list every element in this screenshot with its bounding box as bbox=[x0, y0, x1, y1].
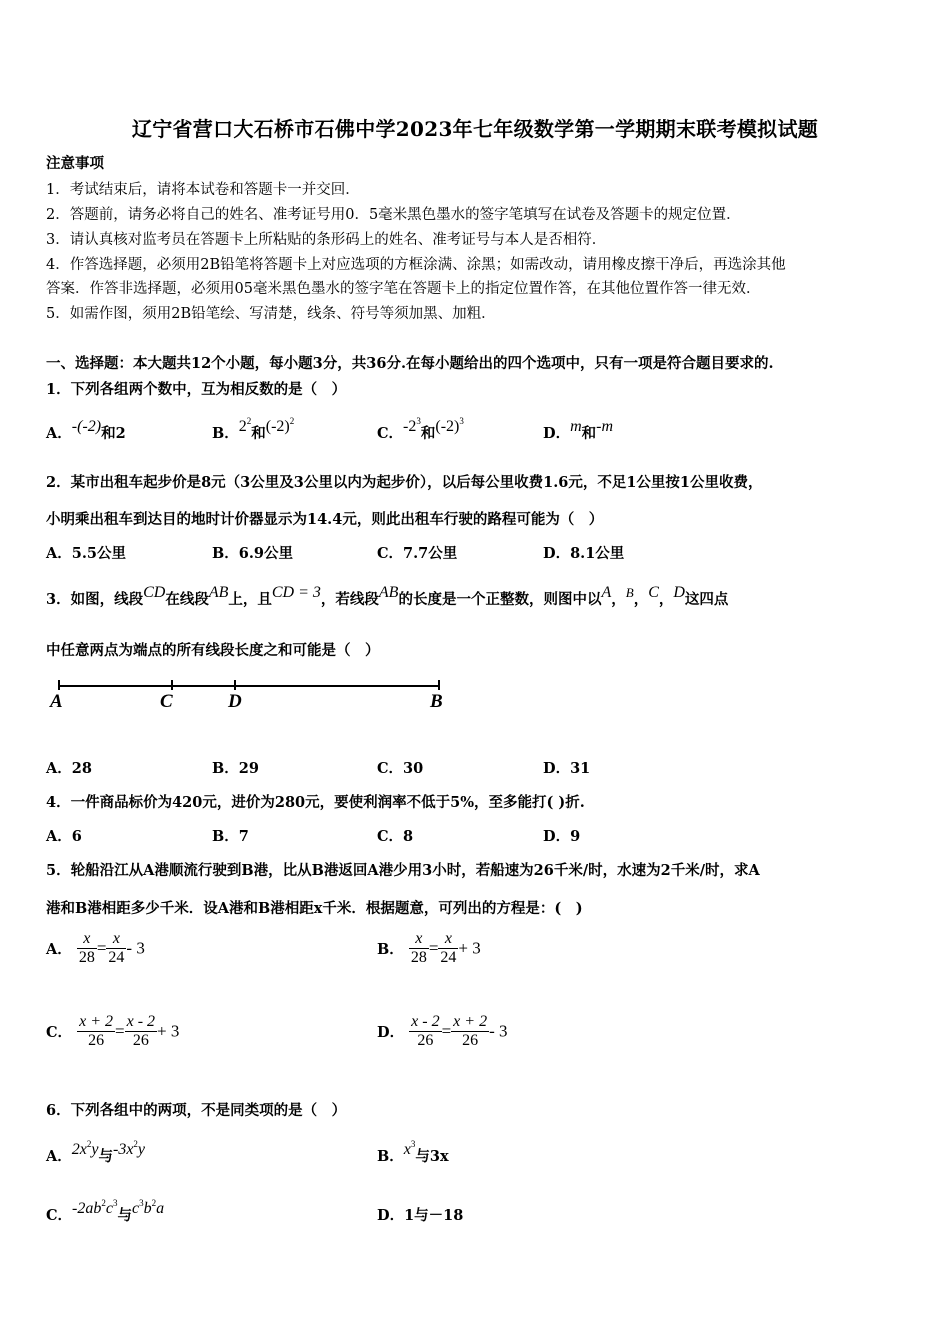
point-label-b: B bbox=[430, 691, 443, 712]
q4-option-c: C．8 bbox=[377, 828, 414, 845]
q2-option-d: D．8.1公里 bbox=[543, 545, 625, 562]
segment-ab bbox=[58, 685, 440, 687]
q5-option-c: C． $\frac{x + 2}{26}$ = $\frac{x - 2}{26}$ + 3 bbox=[46, 1013, 180, 1049]
q4-option-b: B．7 bbox=[212, 828, 249, 845]
question-5-line-1: 5．轮船沿江从A港顺流行驶到B港，比从B港返回A港少用3小时，若船速为26千米/时，水速为2千米/时，求A bbox=[46, 862, 760, 879]
question-1-stem: 1．下列各组两个数中，互为相反数的是（ ） bbox=[46, 381, 347, 398]
tick-a bbox=[58, 680, 60, 690]
q3-option-c: C．30 bbox=[377, 760, 424, 777]
notice-item: 答案．作答非选择题，必须用05毫米黑色墨水的签字笔在答题卡上的指定位置作答，在其他位置作答一律无效． bbox=[46, 281, 761, 297]
q6-option-d: D．1与－18 bbox=[377, 1207, 464, 1224]
notice-heading: 注意事项 bbox=[46, 155, 104, 172]
notice-item: 1．考试结束后，请将本试卷和答题卡一并交回． bbox=[46, 182, 360, 198]
point-label-a: A bbox=[50, 691, 63, 712]
q6-option-b: B．$x^3$与3x bbox=[377, 1139, 449, 1165]
point-label-c: C bbox=[160, 691, 173, 712]
question-6-stem: 6．下列各组中的两项，不是同类项的是（ ） bbox=[46, 1102, 347, 1119]
tick-b bbox=[438, 680, 440, 690]
question-4-stem: 4．一件商品标价为420元，进价为280元，要使利润率不低于5%，至多能打( )折. bbox=[46, 794, 585, 811]
notice-item: 2．答题前，请务必将自己的姓名、准考证号用0．5毫米黑色墨水的签字笔填写在试卷及答题卡的规定位置． bbox=[46, 207, 741, 223]
page-title: 辽宁省营口大石桥市石佛中学2023年七年级数学第一学期期末联考模拟试题 bbox=[131, 117, 819, 141]
point-label-d: D bbox=[228, 691, 242, 712]
q5-option-b: B． $\frac{x}{28}$ = $\frac{x}{24}$ + 3 bbox=[377, 930, 481, 966]
question-3-line-1: 3．如图，线段CD在线段AB上，且CD = 3，若线段AB的长度是一个正整数，则图中以A，B，C，D这四点 bbox=[46, 584, 729, 608]
notice-item: 5．如需作图，须用2B铅笔绘、写清楚，线条、符号等须加黑、加粗． bbox=[46, 306, 496, 322]
q4-option-a: A．6 bbox=[46, 828, 82, 845]
q6-option-c: C．$-2ab^2c^3$与$c^3b^2a$ bbox=[46, 1198, 165, 1224]
q1-option-b: B．$2^2$和$(-2)^2$ bbox=[212, 416, 295, 442]
q3-option-a: A．28 bbox=[46, 760, 92, 777]
q1-option-d: D．m和-m bbox=[543, 418, 614, 442]
q2-option-c: C．7.7公里 bbox=[377, 545, 458, 562]
question-2-line-1: 2．某市出租车起步价是8元（3公里及3公里以内为起步价），以后每公里收费1.6元，不足1公里按1公里收费， bbox=[46, 474, 763, 491]
q3-option-d: D．31 bbox=[543, 760, 591, 777]
q4-option-d: D．9 bbox=[543, 828, 581, 845]
q3-option-b: B．29 bbox=[212, 760, 259, 777]
q1-option-a: A．-(-2)和2 bbox=[46, 418, 126, 442]
notice-item: 3．请认真核对监考员在答题卡上所粘贴的条形码上的姓名、准考证号与本人是否相符． bbox=[46, 232, 607, 248]
q2-option-b: B．6.9公里 bbox=[212, 545, 293, 562]
question-3-line-2: 中任意两点为端点的所有线段长度之和可能是（ ） bbox=[46, 642, 380, 659]
q5-option-a: A． $\frac{x}{28}$ = $\frac{x}{24}$ - 3 bbox=[46, 930, 145, 966]
q6-option-a: A．$2x^2y$与$-3x^2y$ bbox=[46, 1139, 146, 1165]
tick-d bbox=[234, 680, 236, 690]
q5-option-d: D． $\frac{x - 2}{26}$ = $\frac{x + 2}{26}$ - 3 bbox=[377, 1013, 508, 1049]
tick-c bbox=[171, 680, 173, 690]
q1-option-c: C．$-2^3$和$(-2)^3$ bbox=[377, 416, 464, 442]
section-heading: 一、选择题：本大题共12个小题，每小题3分，共36分.在每小题给出的四个选项中，只有一项是符合题目要求的. bbox=[46, 355, 774, 372]
question-5-line-2: 港和B港相距多少千米．设A港和B港相距x千米．根据题意，可列出的方程是：( ) bbox=[46, 900, 583, 917]
q2-option-a: A．5.5公里 bbox=[46, 545, 126, 562]
notice-item: 4．作答选择题，必须用2B铅笔将答题卡上对应选项的方框涂满、涂黑；如需改动，请用橡皮擦干净后，再选涂其他 bbox=[46, 257, 786, 273]
question-2-line-2: 小明乘出租车到达目的地时计价器显示为14.4元，则此出租车行驶的路程可能为（ ） bbox=[46, 511, 604, 528]
